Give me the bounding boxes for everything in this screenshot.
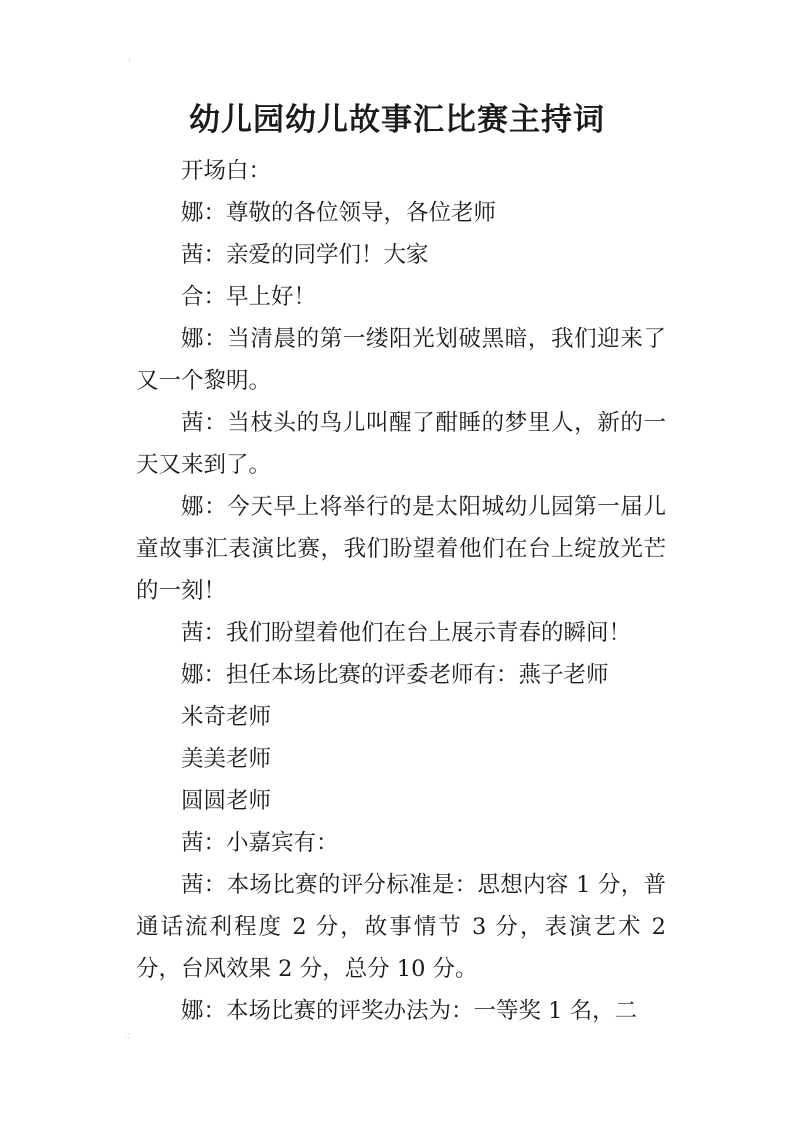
document-title: 幼儿园幼儿故事汇比赛主持词 [189,102,605,138]
paragraph: 茜：我们盼望着他们在台上展示青春的瞬间！ [181,620,632,646]
paragraph: 茜：亲爱的同学们！大家 [181,242,429,268]
paragraph: 娜：今天早上将举行的是太阳城幼儿园第一届儿童故事汇表演比赛，我们盼望着他们在台上绽放光芒的一刻！ [136,494,666,604]
paragraph: 茜：小嘉宾有： [181,830,339,856]
corner-mark-top: ' [128,58,131,69]
paragraph: 美美老师 [181,746,272,772]
document-body [136,150,666,1032]
paragraph: 茜：本场比赛的评分标准是：思想内容 1 分，普通话流利程度 2 分，故事情节 3 分，表演艺术 2 分，台风效果 2 分，总分 10 分。 [136,872,666,982]
paragraph: 合：早上好！ [181,284,317,310]
paragraph: 米奇老师 [181,704,272,730]
paragraph: 圆圆老师 [181,788,272,814]
paragraph: 娜：本场比赛的评奖办法为：一等奖 1 名，二 [181,998,638,1024]
corner-mark-bottom: .: [124,1030,131,1041]
paragraph: 娜：尊敬的各位领导，各位老师 [181,200,497,226]
paragraph: 娜：当清晨的第一缕阳光划破黑暗，我们迎来了又一个黎明。 [136,326,666,394]
paragraph: 娜：担任本场比赛的评委老师有：燕子老师 [181,662,609,688]
paragraph-opening: 开场白： [181,158,272,184]
paragraph: 茜：当枝头的鸟儿叫醒了酣睡的梦里人，新的一天又来到了。 [136,410,666,478]
